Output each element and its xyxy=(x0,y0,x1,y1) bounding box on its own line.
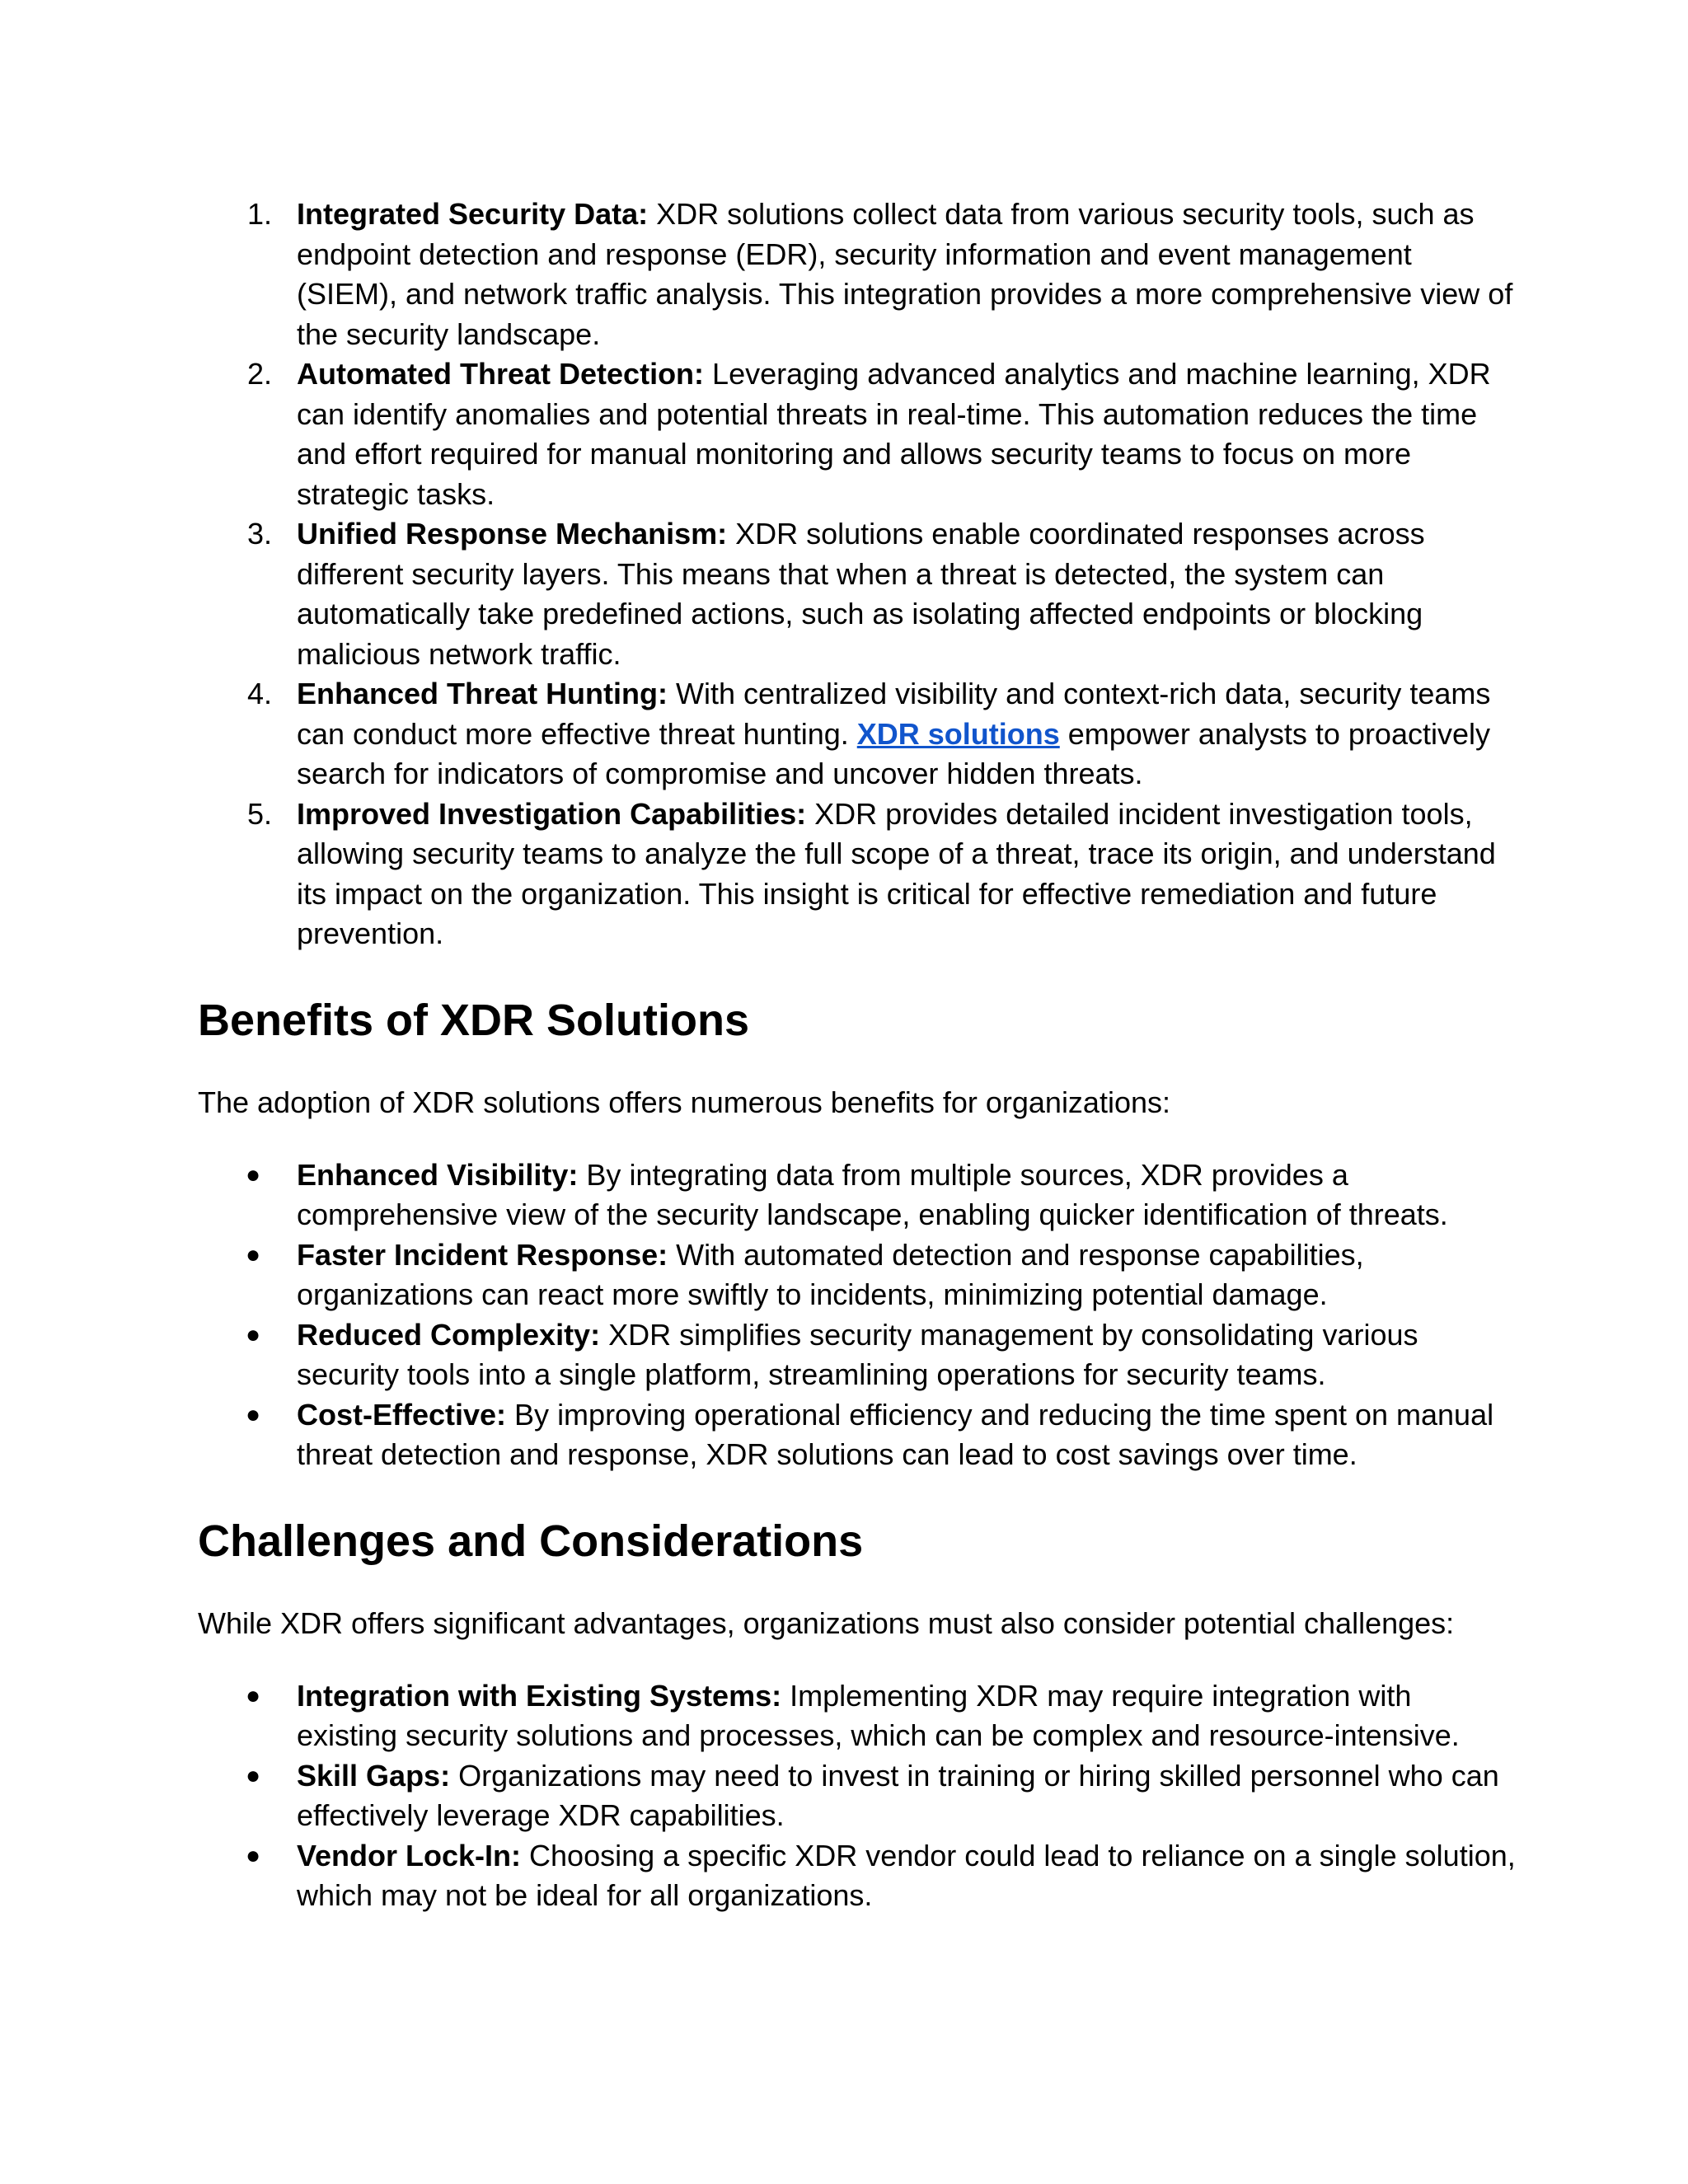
list-item-text: With automated detection and response capabilities, organizations can react more swiftly to incidents, minimizing potential damage. xyxy=(297,1237,1364,1311)
list-item xyxy=(198,1235,1517,1315)
list-item xyxy=(198,514,1517,674)
list-item-title: Faster Incident Response: xyxy=(297,1237,668,1272)
list-item xyxy=(198,794,1517,954)
list-item xyxy=(198,1155,1517,1235)
list-item-title: Reduced Complexity: xyxy=(297,1317,601,1352)
list-item-text: Organizations may need to invest in training or hiring skilled personnel who can effectively leverage XDR capabilities. xyxy=(297,1758,1499,1832)
list-number: 3. xyxy=(246,517,272,551)
list-number: 1. xyxy=(246,197,272,231)
list-number: 2. xyxy=(246,357,272,391)
list-item-title: Enhanced Threat Hunting: xyxy=(297,677,668,710)
bullet-icon: ● xyxy=(246,1761,261,1789)
list-item-title: Enhanced Visibility: xyxy=(297,1157,579,1192)
list-item-text: empower analysts to proactively search for indicators of compromise and uncover hidden threats. xyxy=(297,716,1490,790)
list-item xyxy=(198,674,1517,794)
list-item-text: Implementing XDR may require integration with existing security solutions and processes, which can be complex and resource-intensive. xyxy=(297,1678,1460,1752)
list-item-text: XDR simplifies security management by consolidating various security tools into a single platform, streamlining operations for security teams. xyxy=(297,1317,1418,1391)
list-item xyxy=(198,1676,1517,1756)
list-item-text: By improving operational efficiency and reducing the time spent on manual threat detection and response, XDR solutions can lead to cost savings over time. xyxy=(297,1397,1494,1471)
challenges-intro: While XDR offers significant advantages, organizations must also consider potential challenges: xyxy=(198,1605,1455,1640)
list-number: 5. xyxy=(246,796,272,831)
list-item-title: Integration with Existing Systems: xyxy=(297,1678,782,1713)
list-item-title: Improved Investigation Capabilities: xyxy=(297,796,807,831)
bullet-icon: ● xyxy=(246,1841,261,1869)
list-item-text: With centralized visibility and context-rich data, security teams can conduct more effective threat hunting. xyxy=(297,677,1491,751)
list-item-text: XDR solutions collect data from various security tools, such as endpoint detection and response (EDR), security information and event management (SIEM), and network traffic analysis. This integration provides a more comprehensive view of the security landscape. xyxy=(297,197,1513,351)
list-number: 4. xyxy=(246,677,272,710)
challenges-heading: Challenges and Considerations xyxy=(198,1516,864,1566)
benefits-list xyxy=(198,1155,1517,1475)
bullet-icon: ● xyxy=(246,1320,261,1348)
challenges-list xyxy=(198,1676,1517,1916)
list-item xyxy=(198,1756,1517,1836)
feature-list xyxy=(198,194,1517,954)
list-item-text: By integrating data from multiple sources, XDR provides a comprehensive view of the security landscape, enabling quicker identification of threats. xyxy=(297,1157,1448,1231)
list-item-title: Skill Gaps: xyxy=(297,1758,451,1793)
list-item xyxy=(198,1395,1517,1475)
bullet-icon: ● xyxy=(246,1400,261,1428)
benefits-heading: Benefits of XDR Solutions xyxy=(198,995,750,1045)
list-item-title: Cost-Effective: xyxy=(297,1397,507,1432)
bullet-icon: ● xyxy=(246,1681,261,1709)
list-item-text: XDR solutions enable coordinated responses across different security layers. This means that when a threat is detected, the system can automatically take predefined actions, such as isolating affected endpoints or blocking malicious network traffic. xyxy=(297,517,1425,671)
list-item-title: Unified Response Mechanism: xyxy=(297,517,728,551)
list-item xyxy=(198,1315,1517,1395)
list-item-text: XDR provides detailed incident investigation tools, allowing security teams to analyze the full scope of a threat, trace its origin, and understand its impact on the organization. This insight is critical for effective remediation and future prevention. xyxy=(297,796,1496,950)
list-item xyxy=(198,194,1517,354)
list-item xyxy=(198,1836,1517,1916)
bullet-icon: ● xyxy=(246,1240,261,1268)
list-item-title: Automated Threat Detection: xyxy=(297,357,705,391)
xdr-solutions-link[interactable]: XDR solutions xyxy=(856,716,1060,751)
list-item-title: Vendor Lock-In: xyxy=(297,1838,522,1872)
list-item xyxy=(198,354,1517,514)
list-item-text: Choosing a specific XDR vendor could lead to reliance on a single solution, which may not be ideal for all organizations. xyxy=(297,1838,1516,1912)
list-item-text: Leveraging advanced analytics and machine learning, XDR can identify anomalies and potential threats in real-time. This automation reduces the time and effort required for manual monitoring and allows security teams to focus on more strategic tasks. xyxy=(297,357,1491,511)
bullet-icon: ● xyxy=(246,1160,261,1188)
list-item-title: Integrated Security Data: xyxy=(297,197,649,231)
benefits-intro: The adoption of XDR solutions offers numerous benefits for organizations: xyxy=(198,1085,1171,1119)
document-content xyxy=(198,194,1517,1916)
